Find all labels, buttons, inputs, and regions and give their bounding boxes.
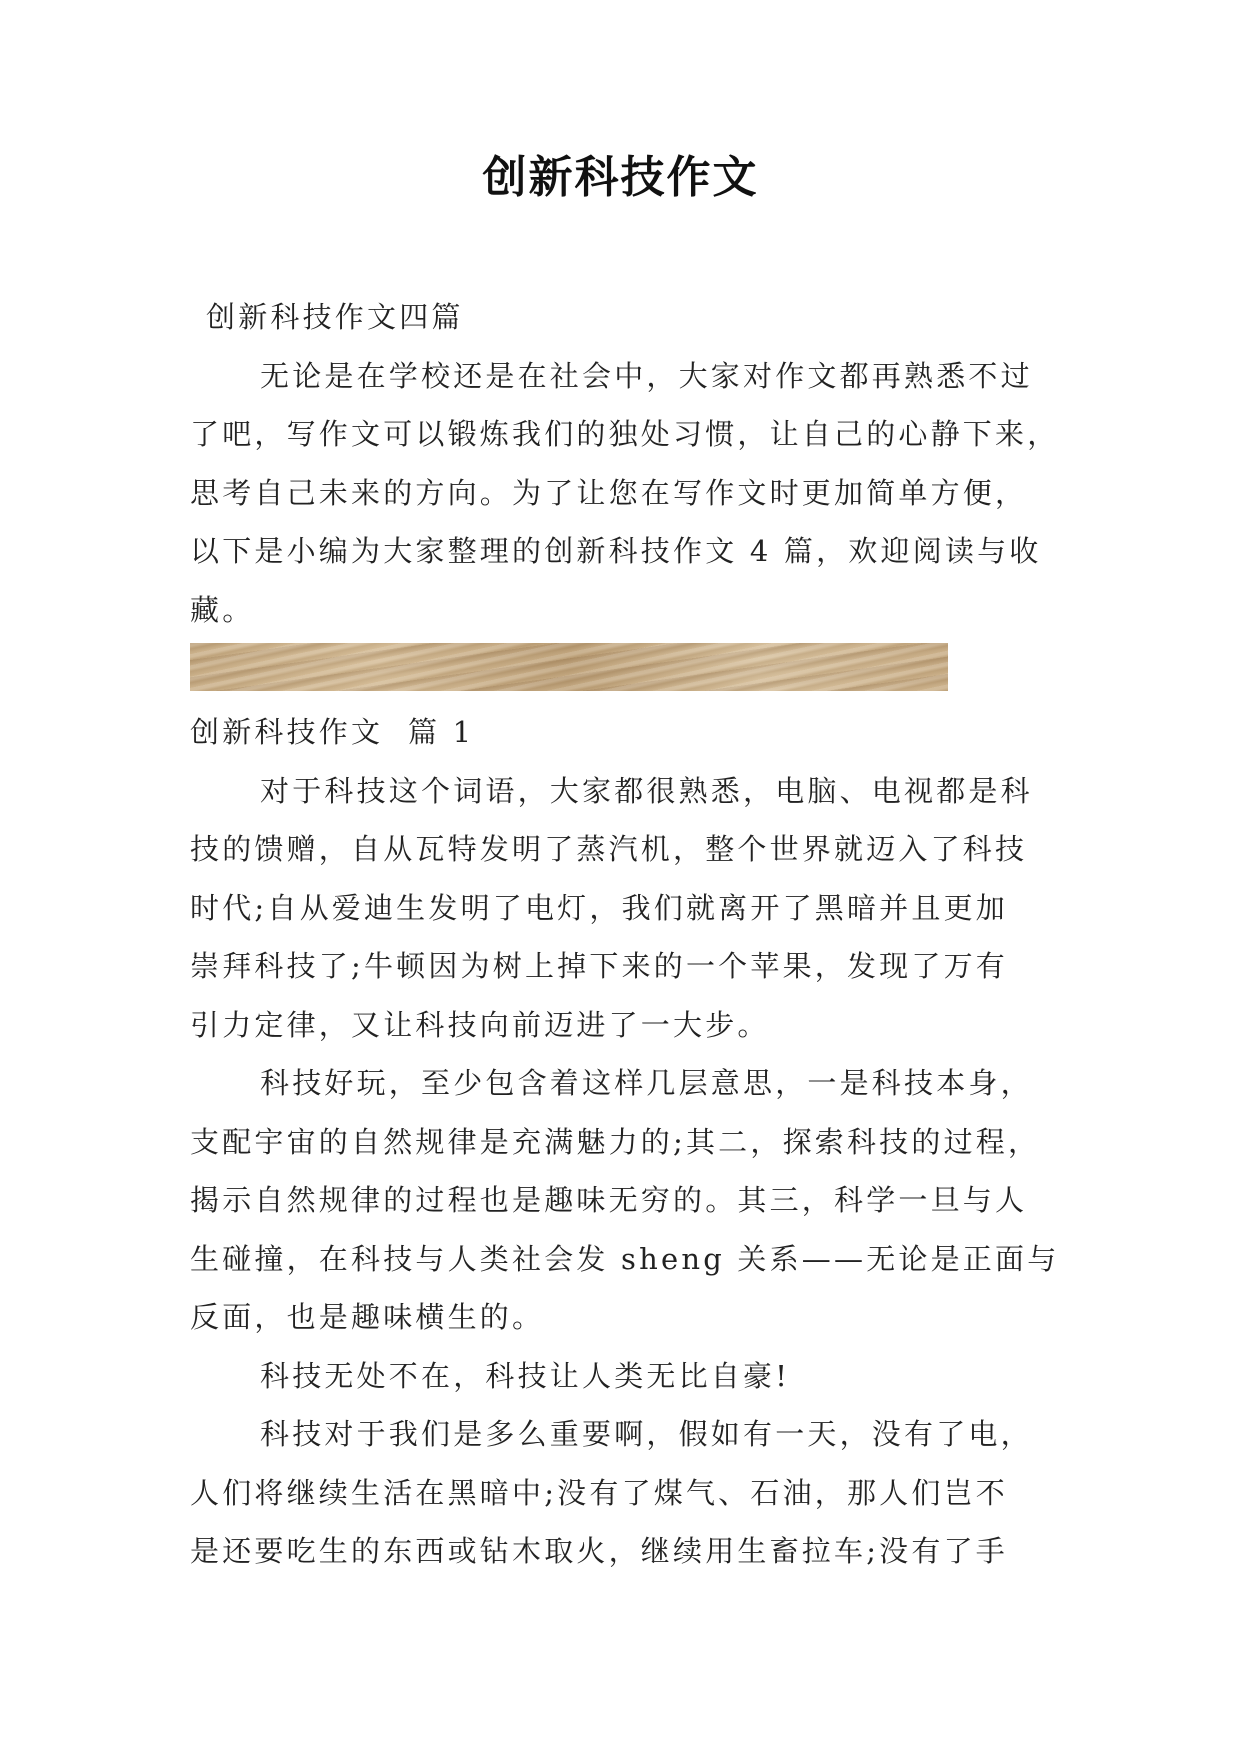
section-heading: 创新科技作文 篇 1 <box>190 715 475 749</box>
text-line: 科技好玩，至少包含着这样几层意思，一是科技本身， <box>260 1066 1033 1100</box>
text-line: 支配宇宙的自然规律是充满魅力的;其二，探索科技的过程， <box>190 1124 1041 1159</box>
intro-paragraph <box>190 347 1070 640</box>
text-line: 揭示自然规律的过程也是趣味无穷的。其三，科学一旦与人 <box>190 1183 1028 1217</box>
text-line: 藏。 <box>190 592 255 627</box>
document-body <box>190 288 1070 1581</box>
text-line: 崇拜科技了;牛顿因为树上掉下来的一个苹果，发现了万有 <box>190 949 1008 983</box>
text-line: 生碰撞，在科技与人类社会发 sheng 关系——无论是正面与 <box>190 1241 1060 1276</box>
document-title: 创新科技作文 <box>482 152 759 203</box>
paragraph <box>190 1054 1070 1347</box>
text-line: 技的馈赠，自从瓦特发明了蒸汽机，整个世界就迈入了科技 <box>190 832 1028 866</box>
text-line: 引力定律，又让科技向前迈进了一大步。 <box>190 1007 770 1042</box>
document-subtitle: 创新科技作文四篇 <box>206 300 464 334</box>
paragraph <box>190 1347 1070 1406</box>
text-line: 无论是在学校还是在社会中，大家对作文都再熟悉不过 <box>260 358 1033 393</box>
text-line: 科技无处不在，科技让人类无比自豪! <box>260 1358 791 1393</box>
text-line: 了吧，写作文可以锻炼我们的独处习惯，让自己的心静下来， <box>190 417 1060 451</box>
text-line: 科技对于我们是多么重要啊，假如有一天，没有了电， <box>260 1417 1033 1451</box>
text-line: 思考自己未来的方向。为了让您在写作文时更加简单方便， <box>190 475 1028 510</box>
text-line: 人们将继续生活在黑暗中;没有了煤气、石油，那人们岂不 <box>190 1475 1008 1510</box>
paragraph <box>190 762 1070 1055</box>
text-line: 是还要吃生的东西或钻木取火，继续用生畜拉车;没有了手 <box>190 1534 1008 1568</box>
paragraph <box>190 1405 1070 1581</box>
text-line: 时代;自从爱迪生发明了电灯，我们就离开了黑暗并且更加 <box>190 890 1008 925</box>
text-line: 对于科技这个词语，大家都很熟悉，电脑、电视都是科 <box>260 773 1033 808</box>
text-line: 以下是小编为大家整理的创新科技作文 4 篇，欢迎阅读与收 <box>190 534 1042 568</box>
text-line: 反面，也是趣味横生的。 <box>190 1300 545 1334</box>
wood-texture-banner-image <box>190 643 948 691</box>
